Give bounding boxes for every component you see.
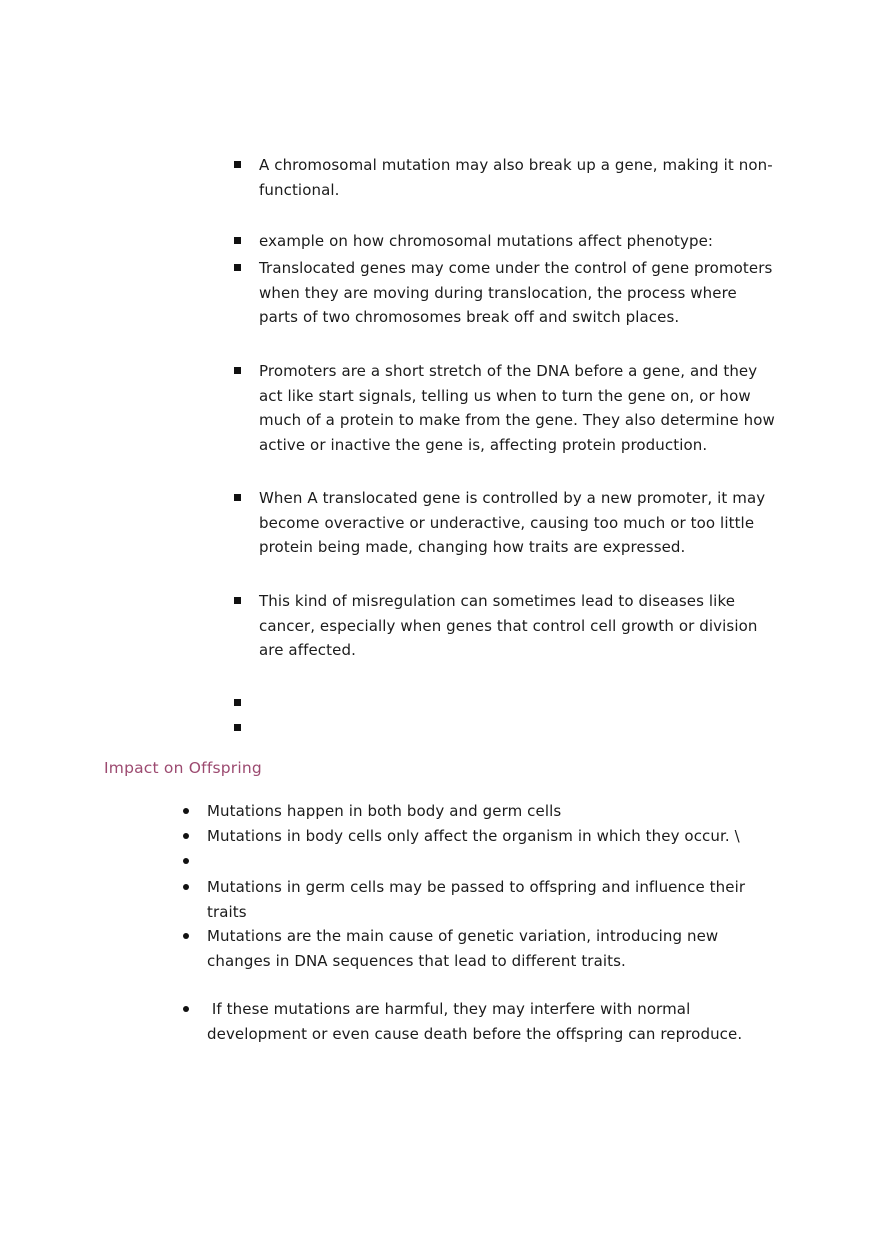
list-item-text: Mutations in germ cells may be passed to offspring and influence their traits	[207, 878, 746, 921]
square-bullet-icon	[234, 597, 241, 604]
list-item-text: A chromosomal mutation may also break up a gene, making it non-functional.	[259, 156, 773, 199]
dot-bullet-icon	[183, 808, 189, 814]
list-item-text: Promoters are a short stretch of the DNA before a gene, and they act like start signals, telling us when to turn the gene on, or how much of a protein to make from the gene. They also determine how active or inactive the gene is, affecting protein production.	[259, 362, 775, 454]
square-bullet-icon	[234, 494, 241, 501]
dot-bullet-icon	[183, 1006, 189, 1012]
dot-bullet-icon	[183, 884, 189, 890]
square-bullet-icon	[234, 264, 241, 271]
list-item-text: Mutations happen in both body and germ cells	[207, 802, 562, 820]
dot-bullet-icon	[183, 933, 189, 939]
list-item-text: example on how chromosomal mutations affect phenotype:	[259, 232, 714, 250]
square-bullet-icon	[234, 699, 241, 706]
dot-bullet-icon	[183, 833, 189, 839]
section-heading: Impact on Offspring	[104, 759, 262, 777]
square-bullet-icon	[234, 724, 241, 731]
square-bullet-icon	[234, 367, 241, 374]
dot-bullet-icon	[183, 858, 189, 864]
square-bullet-icon	[234, 237, 241, 244]
square-bullet-icon	[234, 161, 241, 168]
list-item-text: Mutations are the main cause of genetic variation, introducing new changes in DNA sequences that lead to different traits.	[207, 927, 719, 970]
list-item-text: Translocated genes may come under the control of gene promoters when they are moving during translocation, the process where parts of two chromosomes break off and switch places.	[259, 259, 773, 326]
list-item-text: Mutations in body cells only affect the organism in which they occur. \	[207, 827, 740, 845]
list-item-text: This kind of misregulation can sometimes lead to diseases like cancer, especially when genes that control cell growth or division are affected.	[259, 592, 758, 659]
list-item-text: If these mutations are harmful, they may interfere with normal development or even cause death before the offspring can reproduce.	[207, 1000, 743, 1043]
list-item-text: When A translocated gene is controlled by a new promoter, it may become overactive or underactive, causing too much or too little protein being made, changing how traits are expressed.	[259, 489, 766, 556]
